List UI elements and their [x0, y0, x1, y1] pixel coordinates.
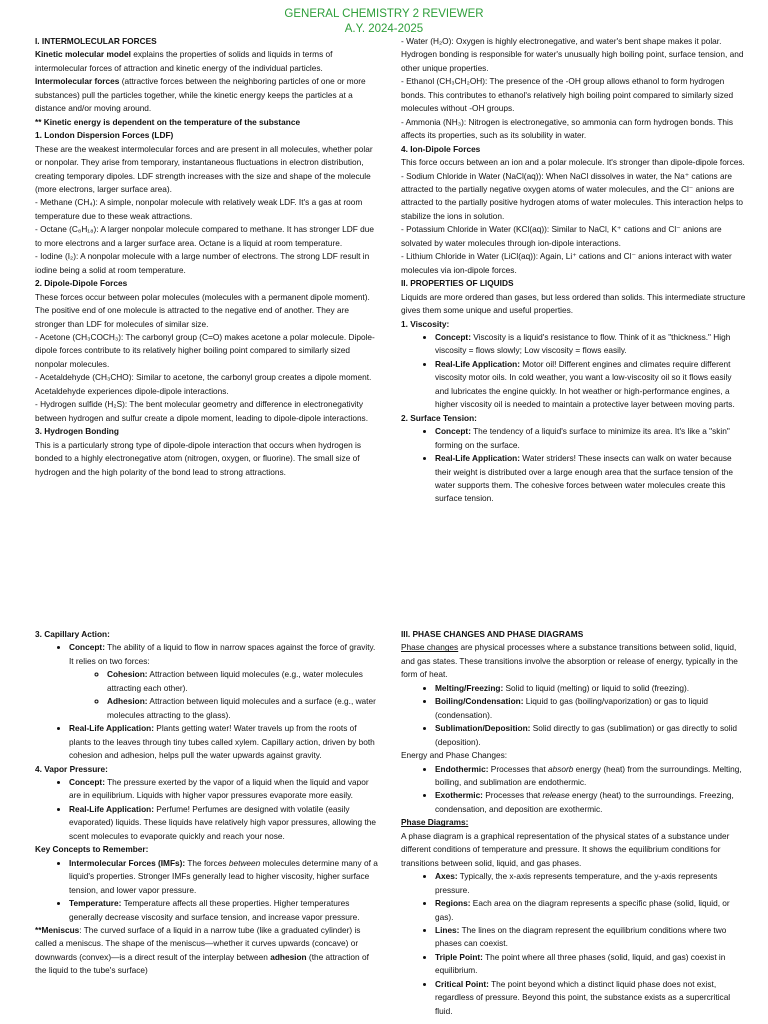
section-heading: II. PROPERTIES OF LIQUIDS [401, 278, 514, 289]
example: - Potassium Chloride in Water (KCl(aq)): Similar to NaCl, K⁺ cations and Cl⁻ anions are solvated by water molecules through ion-dipole interactions. [401, 224, 722, 248]
subheading: Key Concepts to Remember: [35, 844, 149, 855]
example: - Hydrogen sulfide (H₂S): The bent molecular geometry and difference in electronegativity between hydrogen and sulfur create a dipole moment, leading to dipole-dipole interactions. [35, 399, 369, 423]
example: - Acetone (CH₃COCH₃): The carbonyl group (C=O) makes acetone a polar molecule. Dipole-dipole forces contribute to its relatively higher boiling point compared to similarly sized nonpolar molecules. [35, 331, 375, 369]
document-title: GENERAL CHEMISTRY 2 REVIEWER [284, 8, 484, 20]
example: - Octane (C₈H₁₈): A larger nonpolar molecule compared to methane. It has stronger LDF due to more electrons and a larger surface area. Octane is a liquid at room temperature. [35, 224, 374, 248]
paragraph: This force occurs between an ion and a polar molecule. It's stronger than dipole-dipole forces. [401, 157, 745, 168]
bullet-list [401, 870, 746, 1018]
list-item: • Critical Point: The point beyond which a distinct liquid phase does not exist, regardless of pressure. Beyond this point, the substance exists as a supercritical fluid. [435, 978, 746, 1018]
bullet-list [401, 331, 746, 412]
academic-year: A.Y. 2024-2025 [344, 23, 424, 35]
note: ** Kinetic energy is dependent on the temperature of the substance [35, 116, 301, 127]
paragraph: Phase changes are physical processes where a substance transitions between solid, liquid, and gas states. These transitions involve the absorption or release of energy, typically in the form of heat. [401, 642, 738, 680]
list-item: • Real-Life Application: Water striders! These insects can walk on water because their weight is distributed over a large enough area that the surface tension of the water supports them. The cohesive forces between water molecules create this surface tension. [435, 452, 746, 506]
subheading: 3. Capillary Action: [35, 629, 110, 639]
list-item: • Real-Life Application: Motor oil! Different engines and climates require different viscosity motor oils. In cold weather, you want a low-viscosity oil so it flows easily and lubricates the engine quickly. In hot weather or high-performance engines, a higher viscosity oil is needed to maintain a protective layer between moving parts. [435, 358, 746, 412]
subheading: 2. Surface Tension: [401, 412, 477, 423]
list-item: ◦ Adhesion: Attraction between liquid molecules and a surface (e.g., water molecules attracting to the glass). [107, 695, 380, 722]
bullet-list [401, 425, 746, 506]
paragraph: These forces occur between polar molecules (molecules with a permanent dipole moment). The positive end of one molecule is attracted to the negative end of another. They are stronger than LDF for molecules of similar size. [35, 291, 370, 329]
nested-list [69, 668, 380, 722]
paragraph: Kinetic molecular model explains the properties of solids and liquids in terms of intermolecular forces of attraction and kinetic energy of the individual particles. [35, 49, 333, 73]
subheading: 1. Viscosity: [401, 318, 450, 329]
paragraph: A phase diagram is a graphical representation of the physical states of a substance under different conditions of temperature and pressure. It shows the equilibrium conditions for transitions between solid, liquid, and gas phases. [401, 830, 730, 868]
list-item: • Triple Point: The point where all three phases (solid, liquid, and gas) coexist in equilibrium. [435, 951, 746, 978]
example: - Sodium Chloride in Water (NaCl(aq)): When NaCl dissolves in water, the Na⁺ cations are attracted to the partially negative oxygen atoms of water molecules, and the Cl⁻ anions are attracted to the partially positive hydrogen atoms of water molecules. This interaction helps to stabilize the ions in solution. [401, 170, 744, 221]
example: - Methane (CH₄): A simple, nonpolar molecule with relatively weak LDF. It's a gas at room temperature due to these weak attractions. [35, 197, 363, 221]
example: - Iodine (I₂): A nonpolar molecule with a large number of electrons. The strong LDF result in iodine being a solid at room temperature. [35, 251, 370, 275]
column-phase-changes [401, 628, 746, 1018]
column-intermolecular-forces [35, 35, 380, 479]
subheading: 4. Vapor Pressure: [35, 763, 108, 774]
example: - Ethanol (CH₃CH₂OH): The presence of the -OH group allows ethanol to form hydrogen bonds. This contributes to ethanol's relatively high boiling point compared to similarly sized molecules without -OH groups. [401, 76, 734, 114]
example: - Lithium Chloride in Water (LiCl(aq)): Again, Li⁺ cations and Cl⁻ anions interact with water molecules via ion-dipole forces. [401, 251, 732, 275]
section-heading: I. INTERMOLECULAR FORCES [35, 36, 157, 46]
column-liquid-properties [35, 628, 380, 978]
example: - Ammonia (NH₃): Nitrogen is electronegative, so ammonia can form hydrogen bonds. This affects its properties, such as its solubility in water. [401, 116, 734, 141]
subheading: 1. London Dispersion Forces (LDF) [35, 130, 174, 141]
subheading: 3. Hydrogen Bonding [35, 426, 119, 437]
list-item: • Melting/Freezing: Solid to liquid (melting) or liquid to solid (freezing). [435, 682, 746, 695]
list-item: • Regions: Each area on the diagram represents a specific phase (solid, liquid, or gas). [435, 897, 746, 924]
list-item: • Boiling/Condensation: Liquid to gas (boiling/vaporization) or gas to liquid (condensation). [435, 695, 746, 722]
document-header [0, 7, 768, 37]
bullet-list [35, 776, 380, 843]
paragraph: Intermolecular forces (attractive forces between the neighboring particles of one or more substances) pull the particles together, while the kinetic energy keeps the particles at a distance and/or moving around. [35, 76, 366, 114]
paragraph: **Meniscus: The curved surface of a liquid in a narrow tube (like a graduated cylinder) is called a meniscus. The shape of the meniscus—whether it curves upwards (concave) or downwards (convex)—is a direct result of the interplay between adhesion (the attraction of the liquid to the tube's surface) [35, 924, 369, 976]
list-item: • Intermolecular Forces (IMFs): The forces between molecules determine many of a liquid's properties. Stronger IMFs generally lead to higher viscosity, higher surface tension, and lower vapor pressure. [69, 857, 380, 897]
bullet-list [401, 682, 746, 749]
list-item: • Concept: Viscosity is a liquid's resistance to flow. Think of it as "thickness." High viscosity = flows slowly; Low viscosity = flows easily. [435, 331, 746, 358]
list-item: • Endothermic: Processes that absorb energy (heat) from the surroundings. Melting, boiling, and sublimation are endothermic. [435, 763, 746, 790]
list-item: • Sublimation/Deposition: Solid directly to gas (sublimation) or gas directly to solid (deposition). [435, 722, 746, 749]
list-item: ◦ Cohesion: Attraction between liquid molecules (e.g., water molecules attracting each other). [107, 668, 380, 695]
example: - Water (H₂O): Oxygen is highly electronegative, and water's bent shape makes it polar. Hydrogen bonding is responsible for water's unusually high boiling point, surface tension, and other unique properties. [401, 36, 744, 73]
bullet-list [401, 763, 746, 817]
paragraph: These are the weakest intermolecular forces and are present in all molecules, whether polar or nonpolar. They arise from temporary, instantaneous fluctuations in electron distribution, creating temporary dipoles. LDF strength increases with the size and shape of the molecule (more electrons, larger surface area). [35, 143, 373, 194]
section-heading: III. PHASE CHANGES AND PHASE DIAGRAMS [401, 629, 584, 639]
list-item: • Axes: Typically, the x-axis represents temperature, and the y-axis represents pressure. [435, 870, 746, 897]
paragraph: This is a particularly strong type of dipole-dipole interaction that occurs when hydrogen is bonded to a highly electronegative atom (nitrogen, oxygen, or fluorine). The small size of hydrogen and the high polarity of the bond lead to strong attractions. [35, 439, 362, 477]
subheading: Energy and Phase Changes: [401, 750, 508, 761]
list-item: • Real-Life Application: Perfume! Perfumes are designed with volatile (easily evaporated) liquids. These liquids have relatively high vapor pressures, allowing the scent molecules to evaporate quickly and reach your nose. [69, 803, 380, 843]
subheading: 2. Dipole-Dipole Forces [35, 278, 128, 289]
column-forces-and-liquids [401, 35, 746, 506]
list-item: • Temperature: Temperature affects all these properties. Higher temperatures generally decrease viscosity and surface tension, and increase vapor pressure. [69, 897, 380, 924]
bullet-list [35, 641, 380, 762]
subheading: Phase Diagrams: [401, 817, 469, 828]
list-item: • Real-Life Application: Plants getting water! Water travels up from the roots of plants to the leaves through tiny tubes called xylem. Capillary action, driven by both cohesion and adhesion, helps pull the water upwards against gravity. [69, 722, 380, 762]
example: - Acetaldehyde (CH₃CHO): Similar to acetone, the carbonyl group creates a dipole moment. Acetaldehyde experiences dipole-dipole interactions. [35, 372, 372, 396]
list-item: • Concept: The tendency of a liquid's surface to minimize its area. It's like a "skin" forming on the surface. [435, 425, 746, 452]
bullet-list [35, 857, 380, 924]
paragraph: Liquids are more ordered than gases, but less ordered than solids. This intermediate structure gives them some unique and useful properties. [401, 291, 746, 316]
list-item: • Lines: The lines on the diagram represent the equilibrium conditions where two phases can coexist. [435, 924, 746, 951]
subheading: 4. Ion-Dipole Forces [401, 143, 481, 154]
list-item: • Concept: The pressure exerted by the vapor of a liquid when the liquid and vapor are in equilibrium. Liquids with higher vapor pressures evaporate more easily. [69, 776, 380, 803]
list-item: • Exothermic: Processes that release energy (heat) to the surroundings. Freezing, condensation, and deposition are exothermic. [435, 789, 746, 816]
list-item: • Concept: The ability of a liquid to flow in narrow spaces against the force of gravity. It relies on two forces: ◦ Cohesion: Attraction between liquid molecules (e.g., water molecules attracting each other). ◦ Adhesion: Attraction between liquid molecules and a surface (e.g., water molecules attracting to the glass). [69, 641, 380, 722]
